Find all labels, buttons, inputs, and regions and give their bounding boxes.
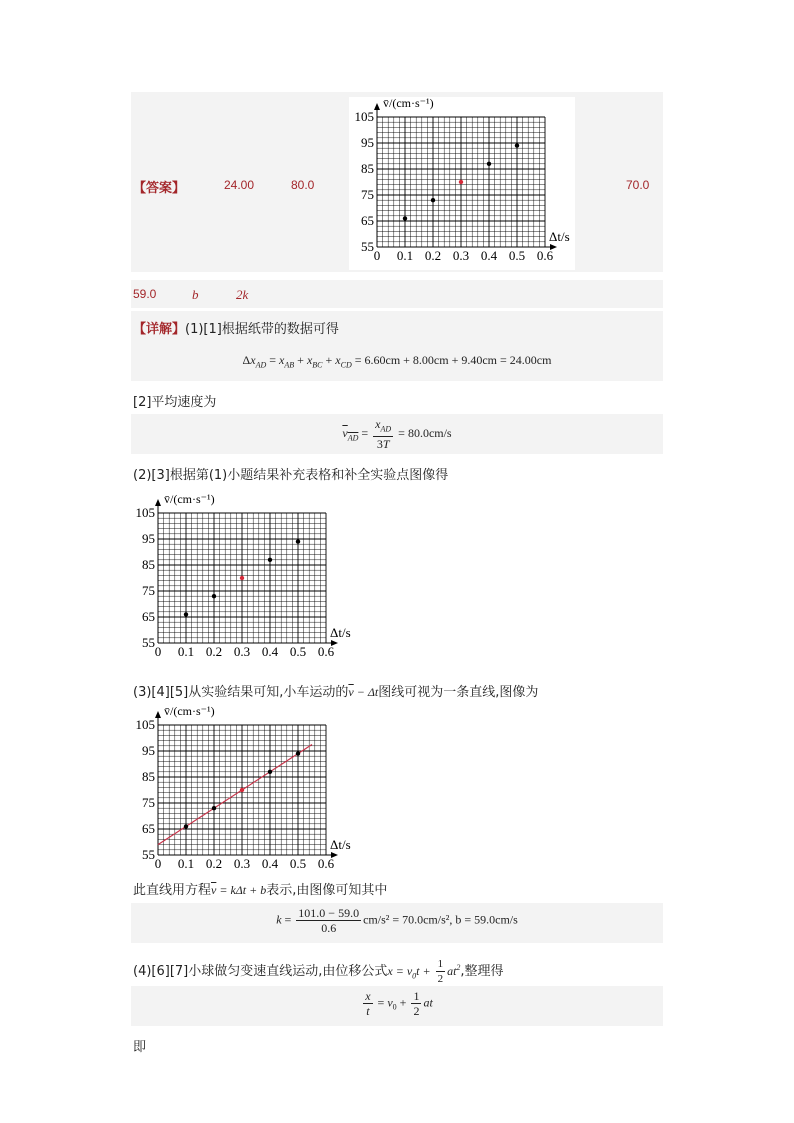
y-axis-label: v̄/(cm·s⁻¹) <box>164 493 215 506</box>
equation-3-b: b = 59.0cm/s <box>455 912 518 927</box>
answer-value-5: b <box>192 287 199 302</box>
y-tick-label: 85 <box>142 557 155 572</box>
y-tick-label: 85 <box>142 769 155 784</box>
detail-p3: (2)[3]根据第(1)小题结果补充表格和补全实验点图像得 <box>133 468 449 483</box>
x-tick-label: 0.6 <box>317 856 335 871</box>
answer-value-4: 59.0 <box>133 287 157 301</box>
equation-3-numerator: 101.0 − 59.0 <box>298 906 360 920</box>
detail-p5-b: 表示,由图像可知其中 <box>266 883 388 898</box>
data-point <box>184 612 188 616</box>
x-tick-label: 0.5 <box>289 644 307 659</box>
y-axis-arrow <box>374 103 380 110</box>
x-tick-label: 0.2 <box>205 856 223 871</box>
data-point <box>296 539 300 543</box>
equation-3-tail: cm/s² = 70.0cm/s² <box>363 912 450 927</box>
x-tick-label: 0.4 <box>261 856 279 871</box>
y-tick-label: 55 <box>142 635 155 650</box>
x-tick-label: 0.3 <box>452 248 470 263</box>
detail-p6-b: ,整理得 <box>460 964 504 979</box>
chart-3-frame <box>130 705 356 878</box>
detail-p4-a: (3)[4][5]从实验结果可知,小车运动的 <box>133 685 349 700</box>
detail-p4: (3)[4][5]从实验结果可知,小车运动的$\overline{v} - \Delta t$图线可视为一条直线,图像为 <box>133 685 539 700</box>
equation-4: $\frac{x}{t}$ = $v_0$ + $\frac{1}{2}$ at <box>365 989 433 1018</box>
x-tick-label: 0.2 <box>205 644 223 659</box>
y-axis-arrow <box>155 499 161 506</box>
data-point <box>431 198 435 202</box>
y-tick-label: 65 <box>361 213 374 228</box>
equation-2-result: = 80.0cm/s <box>398 425 452 440</box>
y-tick-label: 75 <box>142 795 155 810</box>
y-tick-label: 85 <box>361 161 374 176</box>
data-point <box>240 788 244 792</box>
x-tick-label: 0 <box>154 856 162 871</box>
data-point <box>240 576 244 580</box>
y-tick-label: 105 <box>135 717 155 732</box>
x-tick-label: 0.4 <box>480 248 498 263</box>
data-point <box>184 824 188 828</box>
data-point <box>515 143 519 147</box>
detail-p5-a: 此直线用方程 <box>133 883 212 898</box>
answer-label: 【答案】 <box>133 180 186 195</box>
data-point <box>268 558 272 562</box>
y-tick-label: 65 <box>142 609 155 624</box>
answer-value-3: 70.0 <box>626 178 650 192</box>
y-tick-label: 75 <box>361 187 374 202</box>
detail-label: 【详解】 <box>133 322 186 337</box>
data-point <box>403 216 407 220</box>
detail-line-1 <box>133 318 339 337</box>
y-tick-label: 65 <box>142 821 155 836</box>
detail-p6-a: (4)[6][7]小球做匀变速直线运动,由位移公式 <box>133 964 388 979</box>
detail-p7: 即 <box>133 1040 147 1055</box>
x-tick-label: 0.1 <box>177 644 195 659</box>
x-axis-label: Δt/s <box>330 837 351 852</box>
fit-line <box>158 745 312 845</box>
y-tick-label: 95 <box>361 135 374 150</box>
fit-line-chart <box>130 705 356 878</box>
y-axis-arrow <box>155 711 161 718</box>
y-tick-label: 95 <box>142 743 155 758</box>
x-tick-label: 0.3 <box>233 644 251 659</box>
y-tick-label: 75 <box>142 583 155 598</box>
answer-value-1: 24.00 <box>224 178 255 192</box>
answer-value-6: 2k <box>236 287 249 302</box>
y-tick-label: 105 <box>135 505 155 520</box>
x-tick-label: 0.6 <box>536 248 554 263</box>
data-point <box>268 770 272 774</box>
equation-1-result: = 6.60cm + 8.00cm + 9.40cm = 24.00cm <box>354 353 552 367</box>
x-tick-label: 0.6 <box>317 644 335 659</box>
detail-p2: [2]平均速度为 <box>133 395 217 410</box>
x-tick-label: 0 <box>154 644 162 659</box>
y-tick-label: 105 <box>354 109 374 124</box>
x-tick-label: 0.1 <box>396 248 414 263</box>
detail-p5: 此直线用方程$\overline{v} = k\Delta t + b$表示,由图像可知其中 <box>133 883 388 898</box>
equation-1: $\Delta x_{AD} = x_{AB} + x_{BC} + x_{CD} = 6.60cm + 8.00cm + 9.40cm = 24.00cm$ <box>242 353 552 370</box>
x-tick-label: 0.2 <box>424 248 442 263</box>
detail-p6: (4)[6][7]小球做匀变速直线运动,由位移公式$x = v_0t$ + $\frac{1}{2}$ $at^2$,整理得 <box>133 958 504 985</box>
data-point <box>487 162 491 166</box>
answer-band-2 <box>131 280 663 308</box>
detail-p1: (1)[1]根据纸带的数据可得 <box>185 322 339 337</box>
x-tick-label: 0 <box>373 248 381 263</box>
x-tick-label: 0.5 <box>508 248 526 263</box>
y-tick-label: 95 <box>142 531 155 546</box>
x-tick-label: 0.3 <box>233 856 251 871</box>
data-point <box>459 180 463 184</box>
chart-2-frame <box>130 493 356 666</box>
y-tick-label: 55 <box>142 847 155 862</box>
data-point <box>212 806 216 810</box>
y-axis-label: v̄/(cm·s⁻¹) <box>164 705 215 718</box>
answer-chart-frame <box>349 97 575 270</box>
x-tick-label: 0.1 <box>177 856 195 871</box>
x-axis-label: Δt/s <box>549 229 570 244</box>
data-point <box>212 594 216 598</box>
data-point <box>296 751 300 755</box>
x-tick-label: 0.4 <box>261 644 279 659</box>
answer-chart <box>349 97 575 270</box>
y-tick-label: 55 <box>361 239 374 254</box>
y-axis-label: v̄/(cm·s⁻¹) <box>383 97 434 110</box>
scatter-chart <box>130 493 356 666</box>
x-tick-label: 0.5 <box>289 856 307 871</box>
answer-value-2: 80.0 <box>291 178 315 192</box>
equation-2: $v_{AD}$ = $\frac{x_{AD}}{3T}$ = 80.0cm/s <box>342 417 452 452</box>
equation-3: k = $\frac{101.0 - 59.0}{0.6}$ cm/s² = 70.0cm/s², b = 59.0cm/s <box>276 906 518 935</box>
x-axis-label: Δt/s <box>330 625 351 640</box>
detail-p4-b: 图线可视为一条直线,图像为 <box>378 685 539 700</box>
equation-3-denominator: 0.6 <box>321 921 337 935</box>
